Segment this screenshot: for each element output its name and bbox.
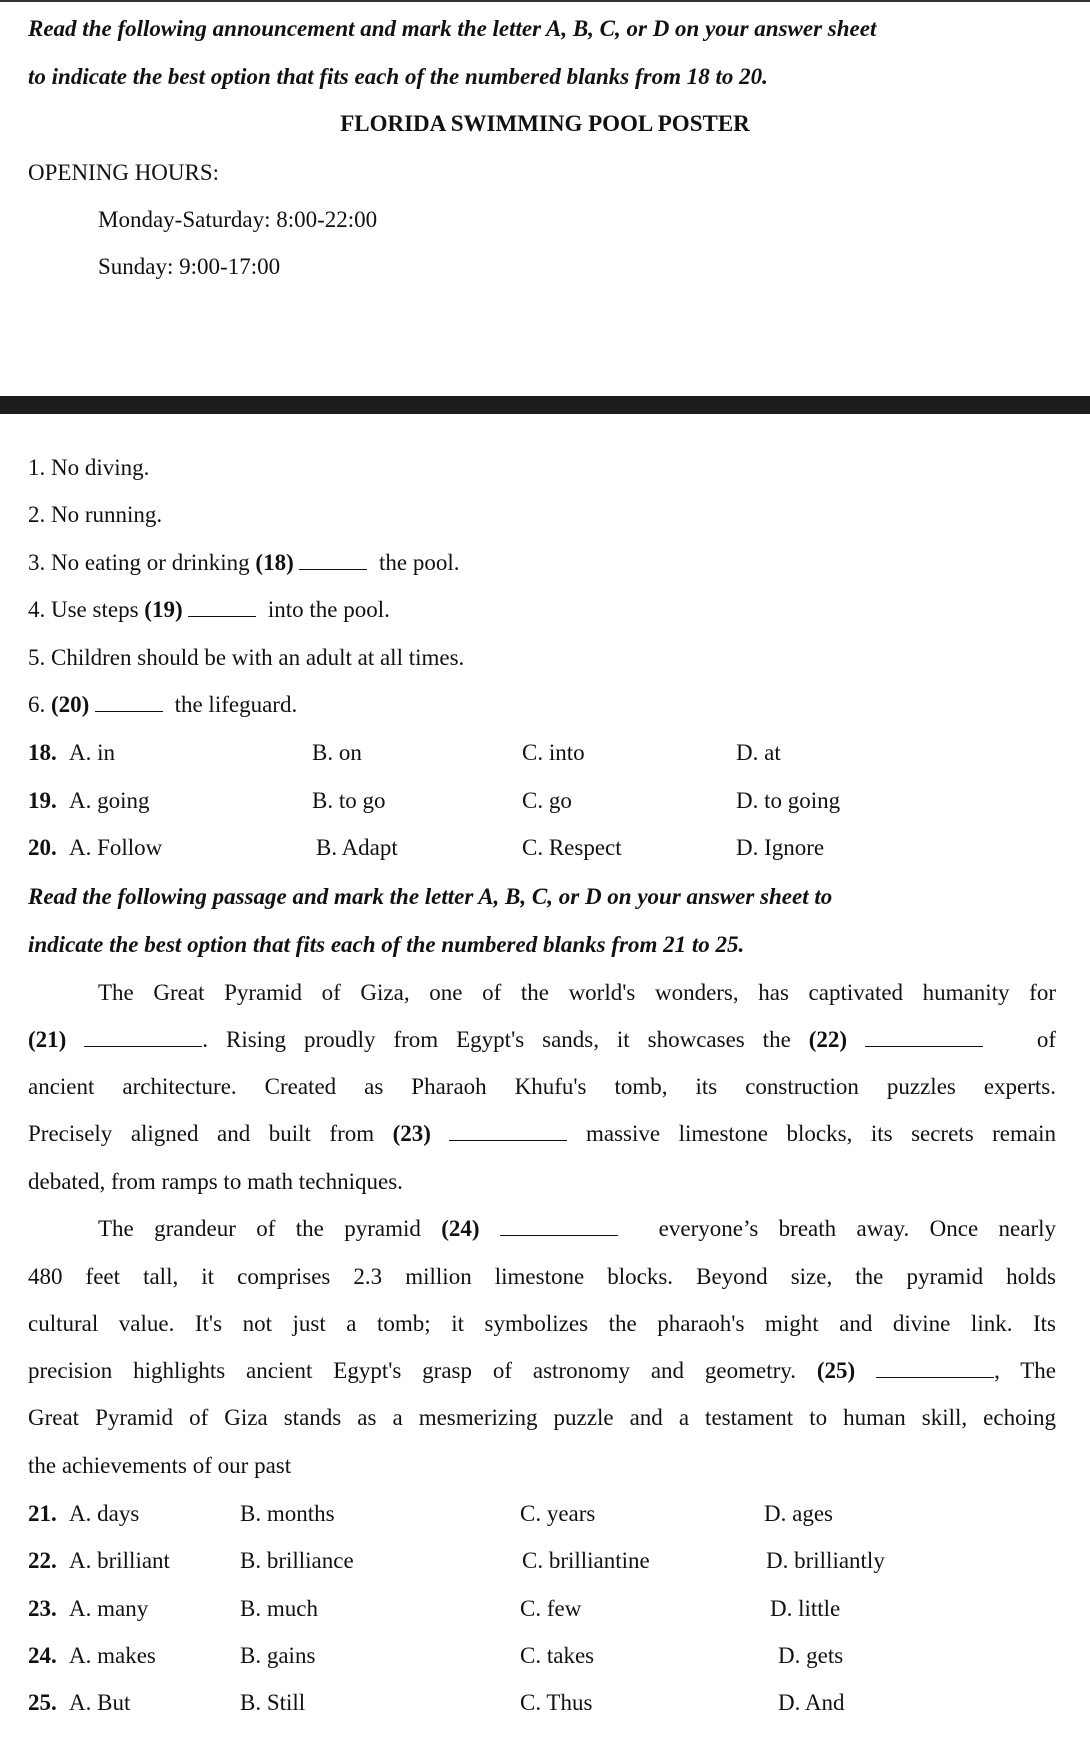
question-number: 18. xyxy=(28,740,57,765)
rule-4 xyxy=(28,597,390,623)
passage-text: massive limestone blocks, its secrets remain xyxy=(585,1121,1057,1146)
option-b: B. on xyxy=(312,740,362,765)
option-d: D. brilliantly xyxy=(766,1548,885,1573)
option-b: B. Adapt xyxy=(316,835,398,860)
option-c: C. years xyxy=(520,1501,596,1526)
question-number: 23. xyxy=(28,1596,57,1621)
option-d: D. And xyxy=(778,1690,845,1715)
top-rule xyxy=(0,0,1090,2)
question-number: 22. xyxy=(28,1548,57,1573)
passage-p1-line-5: debated, from ramps to math techniques. xyxy=(28,1169,403,1194)
option-d: D. Ignore xyxy=(736,835,825,860)
option-d: D. ages xyxy=(764,1501,833,1526)
question-number: 24. xyxy=(28,1643,57,1668)
option-b: B. months xyxy=(240,1501,335,1526)
passage-p2-line-6: the achievements of our past xyxy=(28,1453,292,1478)
option-d: D. little xyxy=(770,1596,841,1621)
blank-19-number: (19) xyxy=(144,597,183,622)
instruction-1-line-1: Read the following announcement and mark the letter A, B, C, or D on your answer sheet xyxy=(28,16,877,41)
blank-24-number: (24) xyxy=(441,1216,480,1241)
rule-3 xyxy=(28,550,459,576)
rule-4-text: 4. Use steps xyxy=(28,597,145,622)
option-a: A. in xyxy=(69,740,115,765)
rule-6-text: 6. xyxy=(28,692,51,717)
instruction-2-line-1: Read the following passage and mark the letter A, B, C, or D on your answer sheet to xyxy=(28,884,833,909)
blank-18 xyxy=(299,568,367,570)
blank-24 xyxy=(500,1234,618,1236)
passage-p1-line-1: The Great Pyramid of Giza, one of the world's wonders, has captivated humanity for xyxy=(98,980,1056,1005)
rule-3-end: the pool. xyxy=(378,550,460,575)
rule-6 xyxy=(28,692,297,718)
blank-25-number: (25) xyxy=(816,1358,856,1383)
option-c: C. few xyxy=(520,1596,582,1621)
option-a: A. Follow xyxy=(69,835,163,860)
option-b: B. to go xyxy=(312,788,386,813)
option-d: D. to going xyxy=(736,788,841,813)
rule-2: 2. No running. xyxy=(28,502,163,527)
blank-18-number: (18) xyxy=(255,550,294,575)
weekday-hours: Monday-Saturday: 8:00-22:00 xyxy=(98,207,378,232)
option-a: A. makes xyxy=(69,1643,156,1668)
passage-text: Precisely aligned and built from xyxy=(28,1121,393,1146)
option-b: B. gains xyxy=(240,1643,316,1668)
question-number: 19. xyxy=(28,788,57,813)
opening-hours-heading: OPENING HOURS: xyxy=(28,160,220,185)
option-a: A. going xyxy=(69,788,150,813)
passage-p2-line-5: Great Pyramid of Giza stands as a mesmerizing puzzle and a testament to human skill, echoing xyxy=(28,1405,1056,1430)
blank-20-number: (20) xyxy=(51,692,90,717)
question-number: 21. xyxy=(28,1501,57,1526)
blank-19 xyxy=(188,615,256,617)
passage-p2-line-1 xyxy=(98,1216,1056,1242)
passage-p1-line-2 xyxy=(28,1027,1056,1053)
blank-20 xyxy=(95,710,163,712)
option-c: C. brilliantine xyxy=(522,1548,650,1573)
blank-22-number: (22) xyxy=(808,1027,848,1052)
option-b: B. Still xyxy=(240,1690,306,1715)
option-b: B. much xyxy=(240,1596,318,1621)
rule-6-end: the lifeguard. xyxy=(174,692,298,717)
instruction-1-line-2: to indicate the best option that fits each of the numbered blanks from 18 to 20. xyxy=(28,64,768,89)
blank-22 xyxy=(865,1045,983,1047)
passage-text: of xyxy=(1036,1027,1057,1052)
blank-25 xyxy=(876,1376,994,1378)
sunday-hours: Sunday: 9:00-17:00 xyxy=(98,254,281,279)
option-a: A. days xyxy=(69,1501,140,1526)
option-a: A. brilliant xyxy=(69,1548,170,1573)
option-c: C. Respect xyxy=(522,835,622,860)
option-b: B. brilliance xyxy=(240,1548,354,1573)
option-c: C. Thus xyxy=(520,1690,593,1715)
blank-23 xyxy=(449,1139,567,1141)
rule-4-end: into the pool. xyxy=(267,597,390,622)
option-d: D. gets xyxy=(778,1643,844,1668)
option-d: D. at xyxy=(736,740,781,765)
option-c: C. into xyxy=(522,740,585,765)
passage-text: precision highlights ancient Egypt's grasp of astronomy and geometry. xyxy=(28,1358,817,1383)
rule-1: 1. No diving. xyxy=(28,455,150,480)
divider-bar xyxy=(0,396,1090,414)
passage-p2-line-4 xyxy=(28,1358,1056,1384)
blank-21 xyxy=(84,1045,202,1047)
passage-p1-line-3: ancient architecture. Created as Pharaoh Khufu's tomb, its construction puzzles experts. xyxy=(28,1074,1056,1099)
option-c: C. takes xyxy=(520,1643,595,1668)
option-a: A. But xyxy=(69,1690,131,1715)
rule-5: 5. Children should be with an adult at all times. xyxy=(28,645,465,670)
question-number: 25. xyxy=(28,1690,57,1715)
passage-text: everyone’s breath away. Once nearly xyxy=(658,1216,1057,1241)
blank-23-number: (23) xyxy=(392,1121,431,1146)
passage-text: , The xyxy=(994,1358,1057,1383)
poster-title: FLORIDA SWIMMING POOL POSTER xyxy=(340,111,750,136)
passage-text: . Rising proudly from Egypt's sands, it showcases the xyxy=(202,1027,809,1052)
passage-text: The grandeur of the pyramid xyxy=(98,1216,442,1241)
passage-p2-line-2: 480 feet tall, it comprises 2.3 million limestone blocks. Beyond size, the pyramid holds xyxy=(28,1264,1056,1289)
instruction-2-line-2: indicate the best option that fits each of the numbered blanks from 21 to 25. xyxy=(28,932,745,957)
option-c: C. go xyxy=(522,788,572,813)
passage-p1-line-4 xyxy=(28,1121,1056,1147)
option-a: A. many xyxy=(69,1596,149,1621)
rule-3-text: 3. No eating or drinking xyxy=(28,550,256,575)
question-number: 20. xyxy=(28,835,57,860)
blank-21-number: (21) xyxy=(28,1027,67,1052)
passage-p2-line-3: cultural value. It's not just a tomb; it symbolizes the pharaoh's might and divine link. Its xyxy=(28,1311,1056,1336)
